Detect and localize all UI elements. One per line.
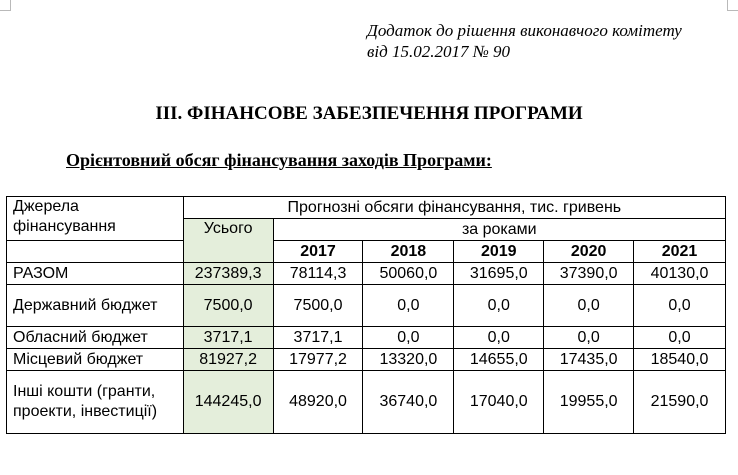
row-value-2020: 17435,0 (544, 349, 634, 371)
source-header-blank (7, 241, 184, 263)
row-value-2019: 17040,0 (454, 371, 544, 434)
table-row (7, 349, 726, 371)
total-header: Усього (183, 219, 273, 263)
row-value-2020: 0,0 (544, 285, 634, 327)
table-row (7, 285, 726, 327)
year-header-2021: 2021 (634, 241, 726, 263)
row-label: РАЗОМ (7, 263, 184, 285)
row-total: 144245,0 (183, 371, 273, 434)
year-header-2017: 2017 (273, 241, 363, 263)
page-corner-mark-left (0, 0, 11, 11)
table-subtitle: Орієнтовний обсяг фінансування заходів Програми: (66, 150, 492, 170)
row-value-2019: 31695,0 (454, 263, 544, 285)
row-total: 237389,3 (183, 263, 273, 285)
row-value-2021: 21590,0 (634, 371, 726, 434)
row-value-2018: 50060,0 (363, 263, 454, 285)
annex-line-2: від 15.02.2017 № 90 (367, 42, 510, 61)
row-value-2021: 18540,0 (634, 349, 726, 371)
row-value-2020: 37390,0 (544, 263, 634, 285)
table-row (7, 263, 726, 285)
row-total: 7500,0 (183, 285, 273, 327)
page-corner-mark-right (727, 0, 738, 11)
row-label: Державний бюджет (7, 285, 184, 327)
row-value-2017: 7500,0 (273, 285, 363, 327)
header-row-1 (7, 197, 726, 219)
row-value-2018: 0,0 (363, 285, 454, 327)
row-total: 3717,1 (183, 327, 273, 349)
source-header: Джерела фінансування (7, 197, 184, 241)
row-value-2020: 0,0 (544, 327, 634, 349)
row-value-2018: 36740,0 (363, 371, 454, 434)
annex-note (367, 20, 682, 62)
section-title: ІІІ. ФІНАНСОВЕ ЗАБЕЗПЕЧЕННЯ ПРОГРАМИ (155, 103, 583, 124)
row-value-2017: 78114,3 (273, 263, 363, 285)
years-header: за роками (273, 219, 725, 241)
row-label: Інші кошти (гранти, проекти, інвестиції) (7, 371, 184, 434)
year-header-row (7, 241, 726, 263)
row-label: Місцевий бюджет (7, 349, 184, 371)
row-total: 81927,2 (183, 349, 273, 371)
year-header-2020: 2020 (544, 241, 634, 263)
row-value-2019: 14655,0 (454, 349, 544, 371)
row-label: Обласний бюджет (7, 327, 184, 349)
row-value-2021: 0,0 (634, 285, 726, 327)
row-value-2017: 17977,2 (273, 349, 363, 371)
table-row (7, 371, 726, 434)
annex-line-1: Додаток до рішення виконавчого комітету (367, 21, 682, 40)
year-header-2018: 2018 (363, 241, 454, 263)
row-value-2018: 0,0 (363, 327, 454, 349)
row-value-2021: 0,0 (634, 327, 726, 349)
row-value-2017: 48920,0 (273, 371, 363, 434)
row-value-2018: 13320,0 (363, 349, 454, 371)
year-header-2019: 2019 (454, 241, 544, 263)
table-row (7, 327, 726, 349)
forecast-header: Прогнозні обсяги фінансування, тис. гривень (183, 197, 725, 219)
financing-table (6, 196, 726, 434)
row-value-2021: 40130,0 (634, 263, 726, 285)
row-value-2020: 19955,0 (544, 371, 634, 434)
row-value-2017: 3717,1 (273, 327, 363, 349)
row-value-2019: 0,0 (454, 327, 544, 349)
row-value-2019: 0,0 (454, 285, 544, 327)
